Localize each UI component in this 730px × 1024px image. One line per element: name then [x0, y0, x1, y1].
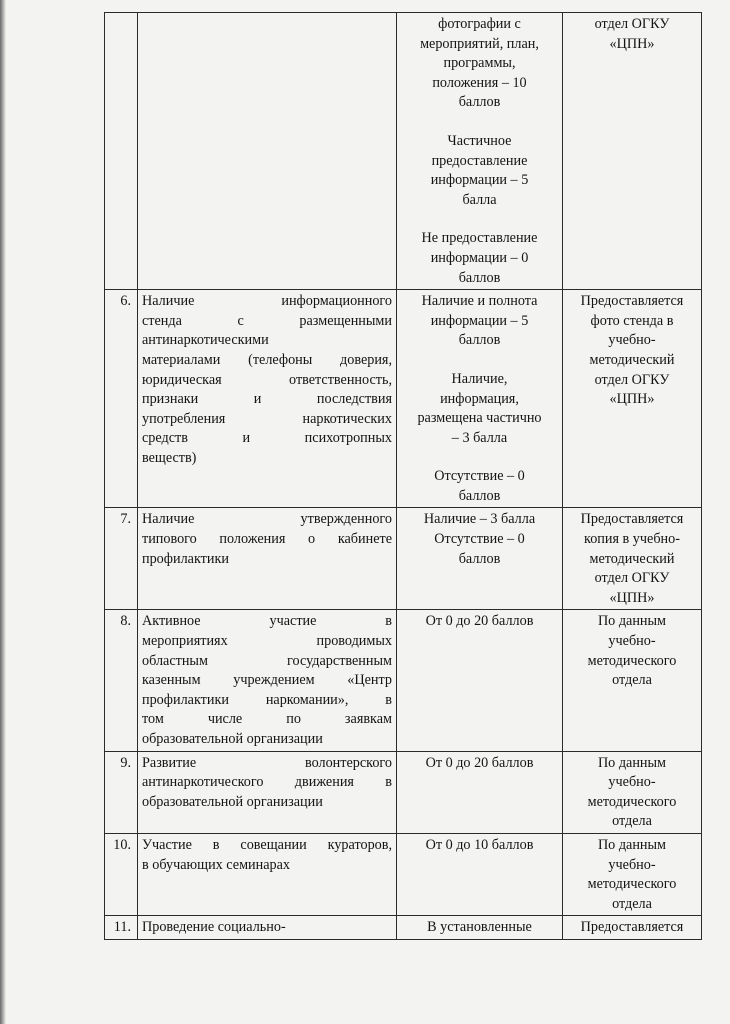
score-text: Не предоставление информации – 0 баллов [421, 230, 538, 286]
row-number: 8. [105, 610, 138, 751]
score-cell [397, 833, 563, 915]
row-number: 6. [105, 290, 138, 508]
score-cell [397, 751, 563, 833]
score-text: От 0 до 10 баллов [425, 836, 534, 853]
scan-edge-shadow [0, 0, 6, 1024]
confirmation-cell [563, 916, 702, 940]
row-number: 9. [105, 751, 138, 833]
table-row [105, 13, 702, 290]
criterion-text-line: материалами (телефоны доверия, [142, 351, 392, 368]
criterion-text-line: образовательной организации [142, 731, 323, 747]
table-row [105, 833, 702, 915]
table-row [105, 916, 702, 940]
criterion-text-line: юридическая ответственность, [142, 371, 392, 388]
criteria-table [104, 12, 702, 940]
score-text: Частичное предоставление информации – 5 балла [430, 132, 529, 208]
criterion-text-line: Наличие информационного [142, 293, 392, 310]
score-text: Наличие, информация, размещена частично – 3 балла [417, 370, 542, 446]
score-cell [397, 508, 563, 610]
row-number: 10. [105, 833, 138, 915]
criterion-text-line: признаки и последствия [142, 391, 392, 408]
confirmation-text: По данным учебно- методического отдела [587, 836, 677, 912]
row-number: 7. [105, 508, 138, 610]
criterion-text-line: профилактики [142, 550, 229, 567]
criterion-text-line: Проведение социально- [142, 919, 286, 936]
score-text: Наличие – 3 балла Отсутствие – 0 баллов [423, 511, 536, 567]
score-cell [397, 290, 563, 508]
criterion-text-line: средств и психотропных [142, 430, 392, 447]
criterion-text-line: Наличие утвержденного [142, 511, 392, 528]
confirmation-text: Предоставляется копия в учебно- методический отдел ОГКУ «ЦПН» [580, 511, 684, 606]
confirmation-cell [563, 610, 702, 751]
criterion-text-line: веществ) [142, 449, 197, 466]
score-text: Наличие и полнота информации – 5 баллов [421, 293, 538, 349]
confirmation-text: По данным учебно- методического отдела [587, 754, 677, 830]
criterion-text-line: антинаркотическими [142, 332, 269, 349]
confirmation-text: отдел ОГКУ «ЦПН» [594, 16, 670, 52]
criterion-cell [138, 13, 397, 290]
criterion-text-line: областным государственным [142, 652, 392, 669]
score-text: От 0 до 20 баллов [425, 754, 534, 771]
criterion-text-line: образовательной организации [142, 793, 323, 810]
criterion-cell [138, 610, 397, 751]
table-row [105, 508, 702, 610]
confirmation-cell [563, 751, 702, 833]
criterion-cell [138, 916, 397, 940]
score-text: фотографии с мероприятий, план, программы, положения – 10 баллов [420, 16, 539, 111]
confirmation-cell [563, 833, 702, 915]
criterion-text-line: типового положения о кабинете [142, 531, 392, 548]
score-cell [397, 610, 563, 751]
score-text: От 0 до 20 баллов [425, 613, 534, 630]
table-row [105, 290, 702, 508]
criterion-cell [138, 290, 397, 508]
table-row [105, 610, 702, 751]
criterion-text-line: мероприятиях проводимых [142, 633, 392, 650]
table-row [105, 751, 702, 833]
criterion-text-line: Активное участие в [142, 613, 392, 630]
row-number: 11. [105, 916, 138, 940]
score-text: Отсутствие – 0 баллов [434, 468, 525, 504]
criterion-text-line: в обучающих семинарах [142, 856, 291, 873]
criterion-text-line: Участие в совещании кураторов, [142, 836, 392, 853]
criterion-cell [138, 833, 397, 915]
score-cell [397, 916, 563, 940]
score-text: В установленные [427, 919, 532, 936]
criterion-cell [138, 751, 397, 833]
confirmation-cell [563, 13, 702, 290]
criterion-cell [138, 508, 397, 610]
criterion-text-line: стенда с размещенными [142, 312, 392, 329]
confirmation-text: Предоставляется [580, 919, 684, 936]
confirmation-text: По данным учебно- методического отдела [587, 613, 677, 689]
confirmation-cell [563, 508, 702, 610]
criterion-text-line: казенным учреждением «Центр [142, 672, 392, 689]
criterion-text-line: профилактики наркомании», в [142, 691, 392, 708]
criterion-text-line: том числе по заявкам [142, 711, 392, 728]
confirmation-text: Предоставляется фото стенда в учебно- методический отдел ОГКУ «ЦПН» [580, 293, 684, 408]
criterion-text-line: Развитие волонтерского [142, 754, 392, 771]
criterion-text-line: употребления наркотических [142, 410, 392, 427]
criteria-table-body [105, 13, 702, 940]
confirmation-cell [563, 290, 702, 508]
row-number [105, 13, 138, 290]
score-cell [397, 13, 563, 290]
criterion-text-line: антинаркотического движения в [142, 774, 392, 791]
